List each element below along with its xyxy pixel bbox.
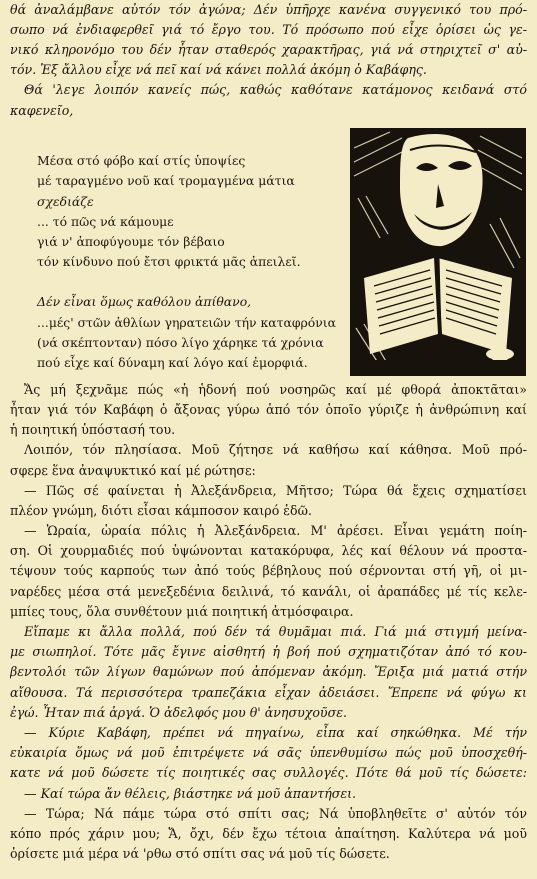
text-line: Λοιπόν, τόν πλησίασα. Μοῦ ζήτησε νά καθήσω καί κάθησα. Μοῦ πρό- bbox=[24, 442, 527, 457]
text-line: κατε νά μοῦ δώσετε τίς ποιητικές σας συλλογές. Πότε θά μοῦ τίς δώσετε: bbox=[10, 765, 527, 780]
text-line: ἦταν γιά τόν Καβάφη ὁ ἄξονας γύρω ἀπό τόν ὁποῖο γύριζε ἡ ἀνθρώπινη καί bbox=[10, 402, 527, 417]
poem-line: τόν κίνδυνο πού ἔτσι φρικτά μᾶς ἀπειλεῖ. bbox=[37, 254, 301, 269]
text-line: Εἴπαμε κι ἄλλα πολλά, πού δέν τά θυμᾶμαι πιά. Γιά μιά στιγμή μείνα- bbox=[24, 624, 527, 639]
text-line: Θά 'λεγε λοιπόν κανείς πώς, καθώς καθότανε κατάμονος κειδανά στό bbox=[24, 82, 527, 97]
text-line: καφενεῖο, bbox=[10, 103, 74, 118]
woodcut-svg bbox=[350, 128, 526, 376]
poem-line: γιά ν' ἀποφύγουμε τόν βέβαιο bbox=[37, 234, 225, 249]
poem-line: μέ ταραγμένο νοῦ καί τρομαγμένα μάτια bbox=[37, 173, 295, 188]
text-line: εὐκαιρία ὅμως νά μοῦ ἐπιτρέψετε νά σᾶς ὑπενθυμίσω πώς μοῦ ὑποσχεθή- bbox=[10, 745, 527, 760]
text-line: ὁρίσετε μιά μέρα νά 'ρθω στό σπίτι σας νά μοῦ τίς δώσετε. bbox=[10, 846, 390, 861]
text-line: βεντολόι τῶν λίγων θαμώνων πού ἀπόμεναν ἀκόμη. Ἔριξα μιά ματιά στήν bbox=[10, 664, 527, 679]
text-line: — Καί τώρα ἄν θέλεις, βιάστηκε νά μοῦ ἀπαντήσει. bbox=[24, 786, 357, 801]
poem-line: ...μές' στῶν ἀθλίων γηρατειῶν τήν καταφρόνια bbox=[37, 315, 337, 330]
text-line: ἐγώ. Ἦταν πιά ἀργά. Ὁ ἀδελφός μου θ' ἀνησυχοῦσε. bbox=[10, 705, 347, 720]
text-line: θά ἀναλάμβανε αὐτόν τόν ἀγώνα; Δέν ὑπῆρχε κανένα συγγενικό του πρό- bbox=[10, 2, 527, 17]
text-line: τέψουν τούς καρπούς των ἀπό τούς βέβηλους πού σέρνονται στή γῆ, οἱ μι- bbox=[10, 563, 527, 578]
text-line: ἡ ποιητική ὑπόστασή του. bbox=[10, 422, 176, 437]
poem-line: σχεδιάζε bbox=[37, 194, 94, 209]
poem-line: (νά σκέπτονταν) πόσο λίγο χάρηκε τά χρόνια bbox=[37, 335, 324, 350]
text-line: αἴθουσα. Τά περισσότερα τραπεζάκια εἶχαν ἀδειάσει. Ἔπρεπε νά φύγω κι bbox=[10, 685, 527, 700]
poem-line: πού εἶχε καί δύναμη καί λόγο καί ἐμορφιά. bbox=[37, 355, 308, 370]
text-line: με σιωπηλοί. Τότε μᾶς ἔγινε αἰσθητή ἡ βοή πού σχηματιζόταν ἀπό τό κου- bbox=[10, 644, 527, 659]
text-line: Ἄς μή ξεχνᾶμε πώς «ἡ ἡδονή πού νοσηρῶς καί μέ φθορά ἀποκτᾶται» bbox=[24, 382, 527, 397]
poem-line: Δέν εἶναι ὅμως καθόλου ἀπίθανο, bbox=[37, 294, 252, 309]
text-line: σφερε ἕνα ἀναψυκτικό καί μέ ρώτησε: bbox=[10, 463, 256, 478]
text-line: — Κύριε Καβάφη, πρέπει νά πηγαίνω, εἶπα καί σηκώθηκα. Μέ τήν bbox=[24, 725, 527, 740]
text-line: — Πῶς σέ φαίνεται ἡ Ἀλεξάνδρεια, Μῆτσο; Τώρα θά ἔχεις σχηματίσει bbox=[24, 483, 527, 498]
woodcut-illustration bbox=[350, 128, 526, 376]
text-line: νικό κληρονόμο του δέν ἦταν σταθερός χαρακτῆρας, γιά νά στηριχτεῖ σ' αὐ- bbox=[10, 42, 527, 57]
text-line: ση. Οἱ χουρμαδιές πού ὑψώνονται κατακόρυφα, λές καί θέλουν νά προστα- bbox=[10, 543, 527, 558]
illustration-base bbox=[350, 360, 526, 376]
text-line: — Ὡραία, ὡραία πόλις ἡ Ἀλεξάνδρεια. Μ' ἀρέσει. Εἶναι γεμάτη ποίη- bbox=[24, 523, 527, 538]
text-line: μπίες τους, ὅλα συνθέτουν μιά ποιητική ἀτμόσφαιρα. bbox=[10, 604, 354, 619]
poem-line: Μέσα στό φόβο καί στίς ὑποψίες bbox=[37, 153, 246, 168]
text-line: τόν. Ἐξ ἄλλου εἶχε νά πεῖ καί νά κάνει πολλά ἀκόμη ὁ Καβάφης. bbox=[10, 62, 427, 77]
text-line: ναρέδες μέσα στά μενεξεδένια δειλινά, τό κανάλι, οἱ ἀραπάδες μέ τίς κελε- bbox=[10, 584, 527, 599]
text-line: σωπο νά ἐνδιαφερθεῖ γιά τό ἔργο του. Τό πρόσωπο πού εἶχε ὁρίσει ὡς γε- bbox=[10, 22, 527, 37]
text-line: πλέον γνώμη, διότι εἶσαι κάμποσον καιρό ἐδῶ. bbox=[10, 503, 312, 518]
poem-line: ... τό πῶς νά κάμουμε bbox=[37, 214, 174, 229]
text-line: κόπο πρός χάριν μου; Ἄ, ὄχι, δέν ἔχω τέτοια ἀπαίτηση. Καλύτερα νά μοῦ bbox=[10, 826, 527, 841]
text-line: — Τώρα; Νά πάμε τώρα στό σπίτι σας; Νά ὑποβληθεῖτε σ' αὐτόν τόν bbox=[24, 806, 527, 821]
